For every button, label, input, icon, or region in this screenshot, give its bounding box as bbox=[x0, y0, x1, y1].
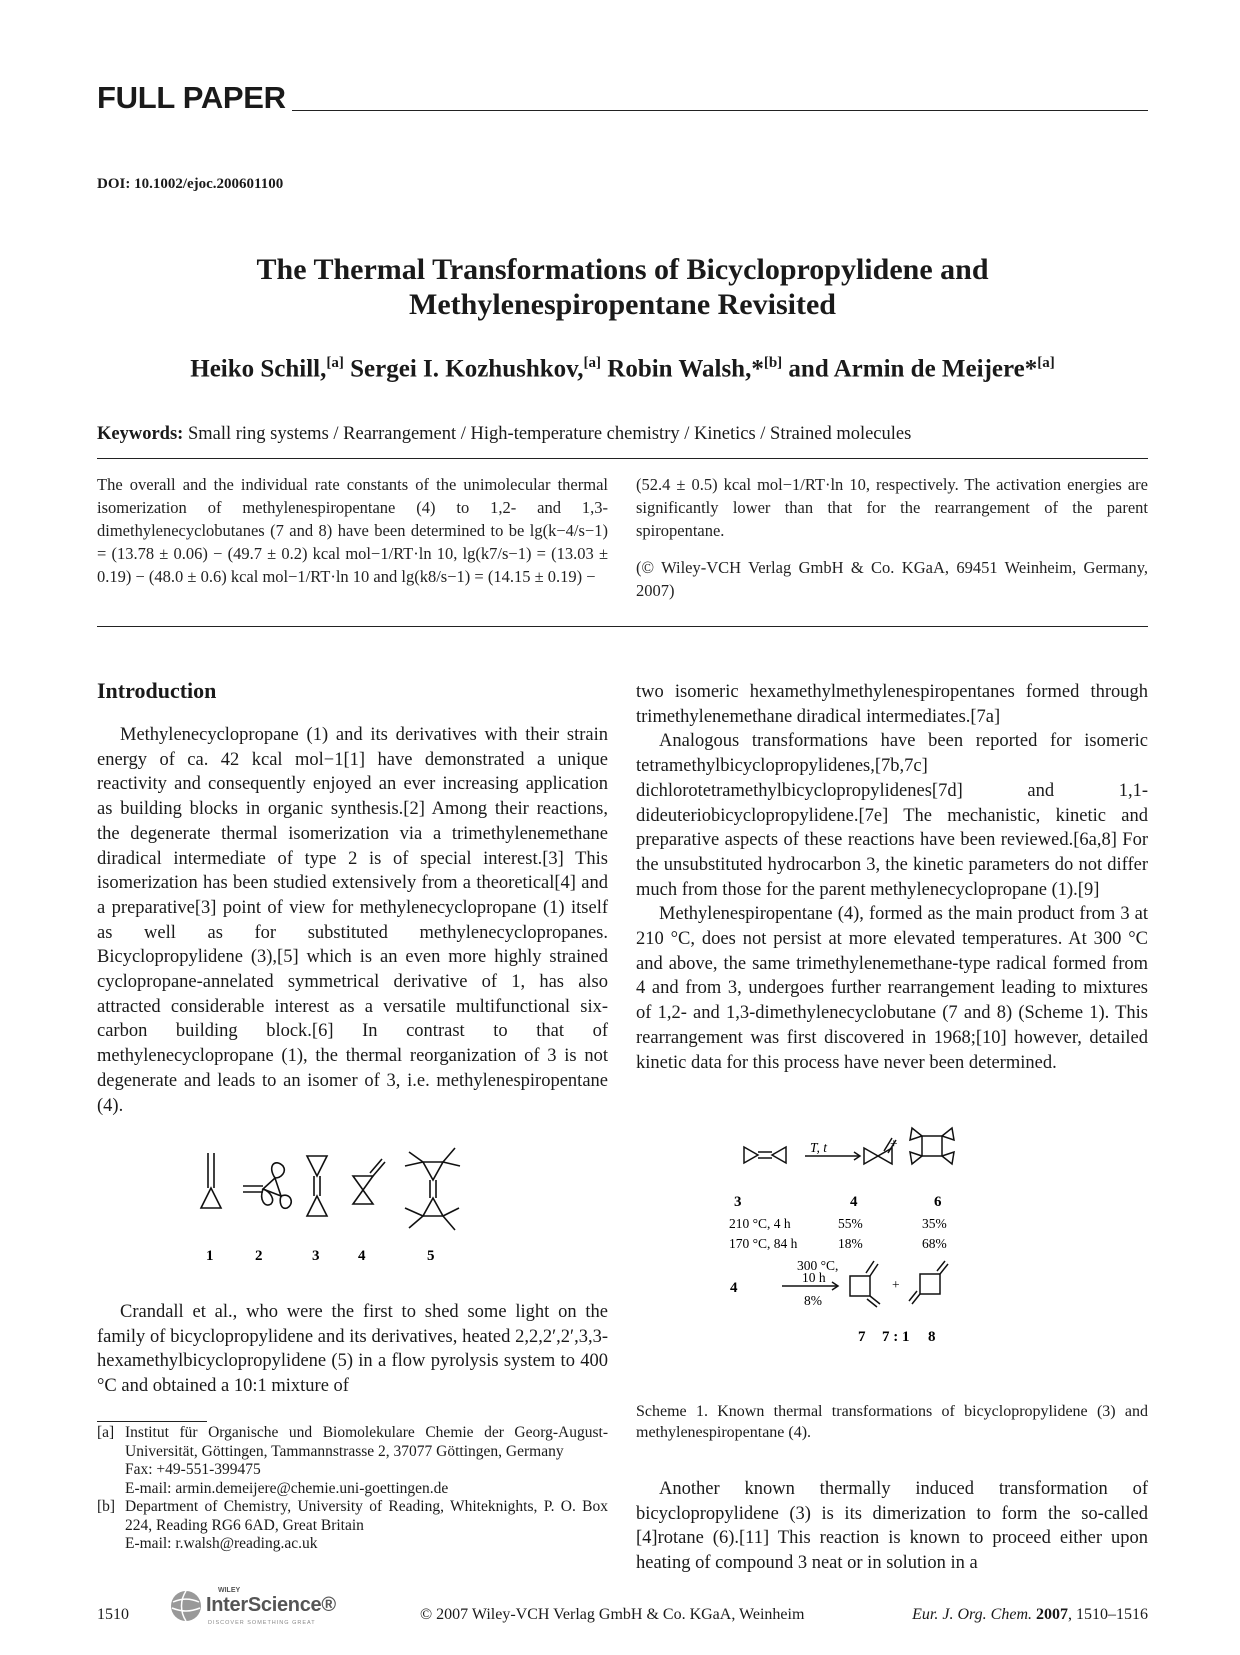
plus-sign: + bbox=[892, 1277, 900, 1292]
section-heading-introduction: Introduction bbox=[97, 678, 217, 703]
yield-6-row-1: 35% bbox=[922, 1216, 947, 1231]
compound-label: 8 bbox=[928, 1329, 936, 1345]
article-title bbox=[97, 252, 1148, 322]
abstract-copyright: (© Wiley-VCH Verlag GmbH & Co. KGaA, 69451 Weinheim, Germany, 2007) bbox=[636, 558, 1148, 600]
compound-label: 4 bbox=[850, 1194, 858, 1210]
paragraph: Another known thermally induced transformation of bicyclopropylidene (3) is its dimerization to form the so-called [4]rotane (6).[11] This reaction is known to proceed either upon heating of compound 3 neat or in solution in a bbox=[636, 1479, 1148, 1574]
title-line-1: The Thermal Transformations of Bicyclopropylidene and bbox=[256, 253, 989, 286]
journal-year: 2007 bbox=[1036, 1606, 1068, 1623]
intro-right-column bbox=[636, 680, 1148, 1075]
author-name: and Armin de Meijere* bbox=[782, 355, 1038, 383]
plus-sign: + bbox=[890, 1136, 898, 1151]
author-affiliation: [b] bbox=[763, 355, 783, 371]
abstract-text-left: The overall and the individual rate constants of the unimolecular thermal isomerization of methylenespiropentane (4) to 1,2- and 1,3-dimethylenecyclobutanes (7 and 8) have been determined to be lg(k−4/s−1) = (13.78 ± 0.06) − (49.7 ± 0.2) kcal mol−1/RT·ln 10, lg(k7/s−1) = (13.03 ± 0.19) − (48.0 ± 0.6) kcal mol−1/RT·ln 10 and lg(k8/s−1) = (14.15 ± 0.19) − bbox=[97, 475, 608, 586]
abstract-text-right: (52.4 ± 0.5) kcal mol−1/RT·ln 10, respectively. The activation energies are significantly lower than that for the rearrangement of the parent spiropentane. bbox=[636, 475, 1148, 540]
compound-label: 6 bbox=[934, 1194, 942, 1210]
yield-4-row-2: 18% bbox=[838, 1236, 863, 1251]
footnote-address: Institut für Organische und Biomolekulare Chemie der Georg-August-Universität, Göttingen, Tammannstrasse 2, 37077 Göttingen, Germany bbox=[125, 1424, 608, 1460]
logo-interscience: InterScience® bbox=[206, 1594, 336, 1616]
author-affiliation: [a] bbox=[326, 355, 344, 371]
paragraph: Analogous transformations have been reported for isomeric tetramethylbicyclopropylidenes,[7b,7c] dichlorotetramethylbicyclopropylidenes[7d] and 1,1-dideuteriobicyclopropylidene.[7e] The mechanistic, kinetic and preparative aspects of these reactions have been reviewed.[6a,8] For the unsubstituted hydrocarbon 3, the kinetic parameters do not differ much from those for the parent methylenecyclopropane (1).[9] bbox=[636, 731, 1148, 900]
logo-publisher: WILEY bbox=[218, 1587, 241, 1594]
footnote-email: E-mail: armin.demeijere@chemie.uni-goettingen.de bbox=[125, 1479, 449, 1497]
section-label: FULL PAPER bbox=[97, 80, 286, 115]
structure-label: 3 bbox=[312, 1248, 320, 1264]
author-affiliation: [a] bbox=[1037, 355, 1055, 371]
keywords bbox=[97, 424, 911, 445]
title-line-2: Methylenespiropentane Revisited bbox=[409, 288, 836, 321]
structure-label: 4 bbox=[358, 1248, 366, 1264]
footnote-rule bbox=[97, 1421, 207, 1422]
yield-4-row-1: 55% bbox=[838, 1216, 863, 1231]
paragraph: two isomeric hexamethylmethylenespiropentanes formed through trimethylenemethane diradical intermediates.[7a] bbox=[636, 682, 1148, 727]
journal-pages: , 1510–1516 bbox=[1068, 1606, 1148, 1623]
abstract-left bbox=[97, 473, 608, 588]
paragraph: Methylenespiropentane (4), formed as the main product from 3 at 210 °C, does not persist at more elevated temperatures. At 300 °C and above, the same trimethylenemethane-type radical formed from 4 and from 3, undergoes further rearrangement leading to mixtures of 1,2- and 1,3-dimethylenecyclobutane (7 and 8) (Scheme 1). This rearrangement was first discovered in 1968;[10] however, detailed kinetic data for this process have never been determined. bbox=[636, 904, 1148, 1073]
scheme-1-figure bbox=[729, 1136, 1062, 1388]
footnote-b bbox=[97, 1498, 608, 1554]
abstract-right bbox=[636, 473, 1148, 616]
keywords-list: Small ring systems / Rearrangement / High-temperature chemistry / Kinetics / Strained molecules bbox=[183, 424, 912, 444]
author-name: Robin Walsh,* bbox=[601, 355, 764, 383]
footnote-email: E-mail: r.walsh@reading.ac.uk bbox=[125, 1535, 318, 1552]
intro-left-column bbox=[97, 723, 608, 1118]
journal-citation bbox=[878, 1606, 1148, 1624]
arrow-2-label: 300 °C, bbox=[797, 1258, 839, 1273]
logo-tagline: DISCOVER SOMETHING GREAT bbox=[208, 1620, 316, 1626]
compound-label: 4 bbox=[730, 1280, 738, 1296]
footnote-address: Department of Chemistry, University of Reading, Whiteknights, P. O. Box 224, Reading RG6 6AD, Great Britain bbox=[125, 1498, 608, 1534]
author-name: Heiko Schill, bbox=[190, 355, 327, 383]
abstract-bottom-rule bbox=[97, 626, 1148, 627]
keywords-label: Keywords: bbox=[97, 424, 184, 444]
footnote-tag: [a] bbox=[97, 1424, 115, 1441]
abstract-top-rule bbox=[97, 458, 1148, 459]
compound-label: 7 bbox=[858, 1329, 866, 1345]
structure-label: 2 bbox=[255, 1248, 263, 1264]
author-list bbox=[97, 355, 1148, 383]
author-affiliation: [a] bbox=[583, 355, 602, 371]
header-rule bbox=[292, 110, 1148, 111]
figure-structures-1-5 bbox=[195, 1148, 585, 1268]
footnote-tag: [b] bbox=[97, 1498, 116, 1515]
interscience-globe-icon bbox=[168, 1588, 204, 1624]
footnote-a bbox=[97, 1424, 608, 1498]
arrow-2-label: 10 h bbox=[802, 1270, 826, 1285]
scheme-caption: Scheme 1. Known thermal transformations of bicyclopropylidene (3) and methylenespiropentane (4). bbox=[636, 1403, 1148, 1441]
footnote-fax: Fax: +49-551-399475 bbox=[125, 1461, 261, 1478]
arrow-1-label: T, t bbox=[810, 1140, 828, 1155]
intro-left-column-2 bbox=[97, 1300, 608, 1399]
author-name: Sergei I. Kozhushkov, bbox=[343, 355, 584, 383]
paragraph: Crandall et al., who were the first to shed some light on the family of bicyclopropylidene and its derivatives, heated 2,2,2′,2′,3,3-hexamethylbicyclopropylidene (5) in a flow pyrolysis system to 400 °C and obtained a 10:1 mixture of bbox=[97, 1302, 608, 1397]
affiliation-footnotes bbox=[97, 1424, 608, 1554]
yield-6-row-2: 68% bbox=[922, 1236, 947, 1251]
structure-label: 5 bbox=[427, 1248, 435, 1264]
compound-label: 3 bbox=[734, 1194, 742, 1210]
doi: DOI: 10.1002/ejoc.200601100 bbox=[97, 176, 284, 192]
intro-right-column-2 bbox=[636, 1477, 1148, 1576]
journal-name: Eur. J. Org. Chem. bbox=[912, 1606, 1032, 1623]
condition-row-2: 170 °C, 84 h bbox=[729, 1236, 798, 1251]
product-ratio: 7 : 1 bbox=[882, 1329, 910, 1345]
condition-row-1: 210 °C, 4 h bbox=[729, 1216, 791, 1231]
structure-label: 1 bbox=[206, 1248, 214, 1264]
page-number: 1510 bbox=[97, 1606, 129, 1623]
footer-copyright: © 2007 Wiley-VCH Verlag GmbH & Co. KGaA, Weinheim bbox=[420, 1606, 805, 1623]
paragraph: Methylenecyclopropane (1) and its derivatives with their strain energy of ca. 42 kcal mol−1[1] have demonstrated a unique reactivity and consequently enjoyed an ever increasing application as building blocks in organic synthesis.[2] Among their reactions, the degenerate thermal isomerization via a trimethylenemethane diradical intermediate of type 2 is of special interest.[3] This isomerization has been studied extensively from a theoretical[4] and a preparative[3] point of view for methylenecyclopropane (1) itself as well as for substituted methylenecyclopropanes. Bicyclopropylidene (3),[5] which is an even more highly strained cyclopropane-annelated symmetrical derivative of 1, has also attracted considerable interest as a versatile multifunctional six-carbon building block.[6] In contrast to that of methylenecyclopropane (1), the thermal reorganization of 3 is not degenerate and leads to an isomer of 3, i.e. methylenespiropentane (4). bbox=[97, 725, 608, 1116]
arrow-2-label: 8% bbox=[804, 1293, 822, 1308]
